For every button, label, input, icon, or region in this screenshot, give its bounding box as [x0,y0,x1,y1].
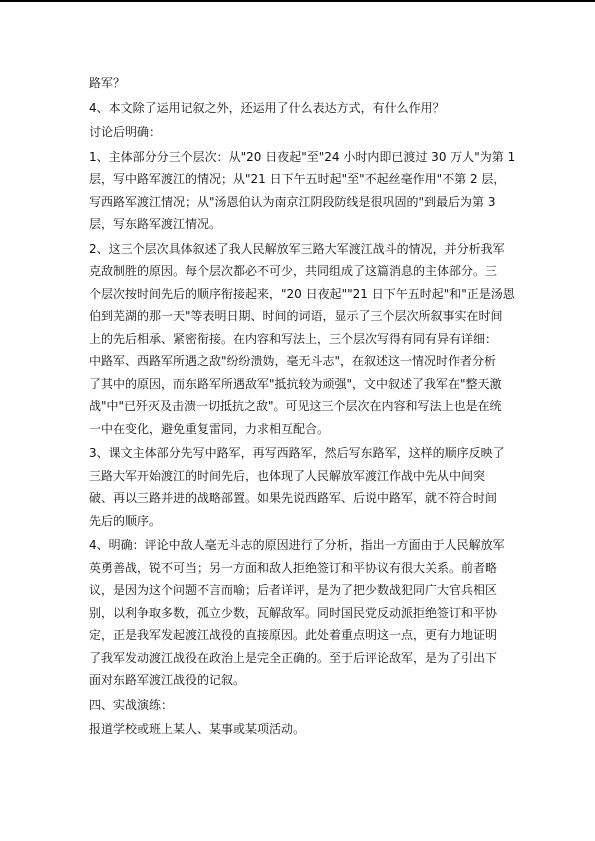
text-line: 定，正是我军发起渡江战役的直接原因。此处着重点明这一点，更有力地证明 [89,628,498,642]
answer-2 [89,238,519,441]
text-line: 议，是因为这个问题不言而喻；后者详评，是为了把少数战犯同广大官兵相区 [89,583,498,597]
text-line: 写西路军渡江情况；从"汤恩伯认为南京江阴段防线是很巩固的"到最后为第 3 [89,194,496,209]
text-line: 路军？ [89,76,126,90]
text-line: 先后的顺序。 [89,513,162,528]
text-line: 三路大军开始渡江的时间先后，也体现了人民解放军渡江作战中先从中间突 [89,468,486,483]
text-line: 中路军、西路军所遇之敌"纷纷溃妫，毫无斗志"，在叙述这一情况时作者分析 [89,354,497,368]
text-line: 伯到芜湖的那一天"等表明日期、时间的词语，显示了三个层次所叙事实在时间 [89,309,503,323]
page-top-border [0,0,595,2]
text-line: 战"中"已歼灭及击溃一切抵抗之敌"。可见这三个层次在内容和写法上也是在统 [89,399,502,413]
text-line: 2、这三个层次具体叙述了我人民解放军三路大军渡江战斗的情况，并分析我军 [89,241,505,256]
text-line: 破、再以三路并进的战略部置。如果先说西路军、后说中路军，就不符合时间 [89,491,498,505]
text-line: 英勇善战，锐不可当；另一方面和敌人拒绝签订和平协议有很大关系。前者略 [89,560,498,575]
answer-1 [89,146,519,236]
text-line: 一中在变化，避免重复雷同，力求相互配合。 [89,421,330,436]
section-heading-practice: 四、实战演练： [89,697,174,712]
text-line: 了其中的原因，而东路军所遇敌军"抵抗较为顽强"，文中叙述了我军在"整天激 [89,376,502,391]
answer-4 [89,534,519,692]
practice-task: 报道学校或班上某人、某事或某项活动。 [89,722,306,736]
text-line: 4、明确：评论中敌人毫无斗志的原因进行了分析，指出一方面由于人民解放军 [89,538,505,552]
answer-3 [89,442,519,532]
document-body [89,72,519,743]
text-line: 层，写东路军渡江情况。 [89,217,222,231]
text-line: 别，以利争取多数，孤立少数，瓦解敌军。同时国民党反动派拒绝签订和平协 [89,605,498,620]
text-line: 上的先后相承、紧密衔接。在内容和写法上，三个层次写得有同有异有详细： [89,331,498,346]
text-line: 克敌制胜的原因。每个层次都必不可少，共同组成了这篇消息的主体部分。三 [89,264,498,278]
text-line: 面对东路军渡江战役的记叙。 [89,673,246,687]
text-line: 个层次按时间先后的顺序衔接起来，"20 日夜起""21 日下午五时起"和"正是汤恩 [89,286,515,301]
text-line: 了我军发动渡江战役在政治上是完全正确的。至于后评论敌军，是为了引出下 [89,650,498,665]
text-line: 3、课文主体部分先写中路军，再写西路军，然后写东路军，这样的顺序反映了 [89,446,505,460]
text-line: 1、主体部分分三个层次：从"20 日夜起"至"24 小时内即已渡过 30 万人"为第 1 [89,149,516,164]
text-line: 层，写中路军渡江的情况；从"21 日下午五时起"至"不起丝毫作用"不第 2 层， [89,172,506,186]
discussion-heading: 讨论后明确： [89,125,162,139]
question-4: 4、本文除了运用记叙之外，还运用了什么表达方式，有什么作用？ [89,100,445,115]
